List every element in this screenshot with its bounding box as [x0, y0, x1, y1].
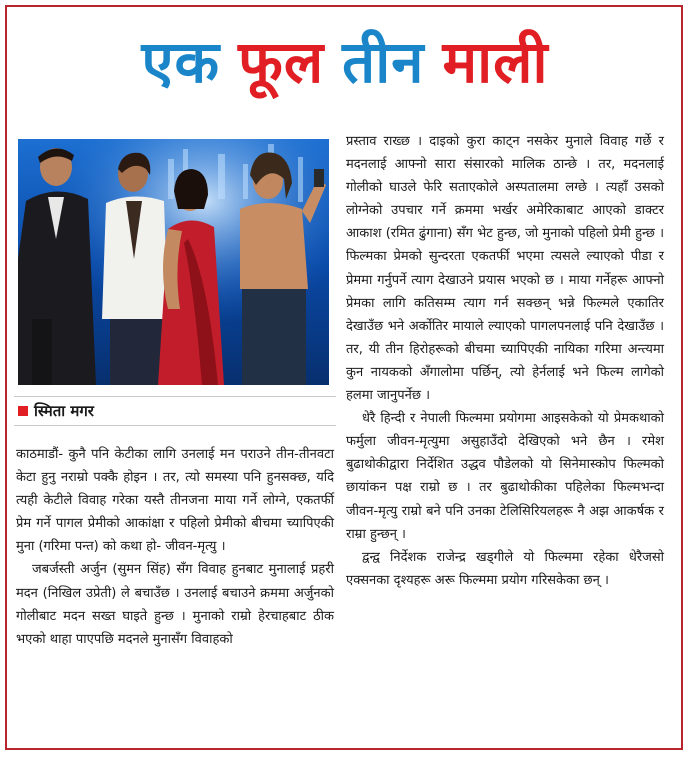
- headline-word-1: एक: [141, 28, 221, 96]
- left-column: [16, 443, 334, 651]
- headline-word-4: माली: [442, 28, 549, 96]
- photo-illustration: [18, 139, 329, 385]
- headline-word-2: फूल: [238, 28, 325, 96]
- movie-cast-photo: [18, 139, 329, 385]
- paragraph-3: प्रस्ताव राख्छ । दाइको कुरा काट्न नसकेर मुनाले विवाह गर्छे र मदनलाई आफ्नो सारा संसारको मालिक ठान्छे । तर, मदनलाई गोलीको घाउले फेरि सताएकोले अस्पतालमा लग्छे । त्यहाँ उसको लोग्नेको उपचार गर्ने क्रममा भर्खर अमेरिकाबाट आएको डाक्टर आकाश (रमित ढुंगाना) सँग भेट हुन्छ, जो मुनाको पहिलो प्रेमी हुन्छ । फिल्मका प्रेमको सुन्दरता एकतर्फी भएमा त्यसले ल्याएको पीडा र प्रेममा गर्नुपर्ने त्याग देखाउने प्रयास भएको छ । माया गर्नेहरू आफ्नो प्रेमका लागि कतिसम्म त्याग गर्न सक्छन् भन्ने फिल्मले एकातिर देखाउँछ भने अर्कोतिर मायाले ल्याएको पागलपनलाई पनि देखाउँछ । तर, यी तीन हिरोहरूको बीचमा च्यापिएकी नायिका गरिमा अन्त्यमा कुन नायकको अँगालोमा पर्छिन्, त्यो हेर्नलाई भने फिल्म लागेको हलमा जानुपर्नेछ ।: [346, 134, 664, 404]
- right-column: [346, 130, 664, 592]
- paragraph-4: धेरै हिन्दी र नेपाली फिल्ममा प्रयोगमा आइसकेको यो प्रेमकथाको फर्मुला जीवन-मृत्युमा असुहाउँदो देखिएको भने छैन । रमेश बुढाथोकीद्वारा निर्देशित उद्धव पौडेलको यो सिनेमास्कोप फिल्मको छायांकन पक्ष राम्रो छ । तर बुढाथोकीका पहिलेका फिल्मभन्दा जीवन-मृत्यु राम्रो बने पनि उनका टेलिसिरियलहरू नै अझ आकर्षक र राम्रा हुन्छन् ।: [346, 411, 664, 542]
- paragraph-1: काठमाडौं- कुनै पनि केटीका लागि उनलाई मन पराउने तीन-तीनवटा केटा हुनु नराम्रो पक्कै होइन । तर, त्यो समस्या पनि हुनसक्छ, यदि त्यही केटीले विवाह गरेका यस्तै तीनजना माया गर्ने लोग्ने, एकतर्फी प्रेम गर्ने पागल प्रेमीको आकांक्षा र पहिलो प्रेमीको बीचमा च्यापिएकी मुना (गरिमा पन्त) को कथा हो- जीवन-मृत्यु ।: [16, 447, 334, 555]
- paragraph-2: जबर्जस्ती अर्जुन (सुमन सिंह) सँग विवाह हुनबाट मुनालाई प्रहरी मदन (निखिल उप्रेती) ले बचाउँछ । उनलाई बचाउने क्रममा अर्जुनको गोलीबाट मदन सख्त घाइते हुन्छ । मुनाको राम्रो हेरचाहबाट ठीक भएको थाहा पाएपछि मदनले मुनासँग विवाहको: [16, 562, 334, 647]
- byline-bar: [14, 396, 336, 426]
- headline-word-3: तीन: [342, 28, 425, 96]
- byline-square-icon: [18, 406, 28, 416]
- author-byline: स्मिता मगर: [34, 402, 94, 420]
- headline: [0, 22, 690, 102]
- paragraph-5: द्वन्द्व निर्देशक राजेन्द्र खड्गीले यो फिल्ममा रहेका धेरैजसो एक्सनका दृश्यहरू अरू फिल्ममा प्रयोग गरिसकेका छन् ।: [346, 549, 664, 588]
